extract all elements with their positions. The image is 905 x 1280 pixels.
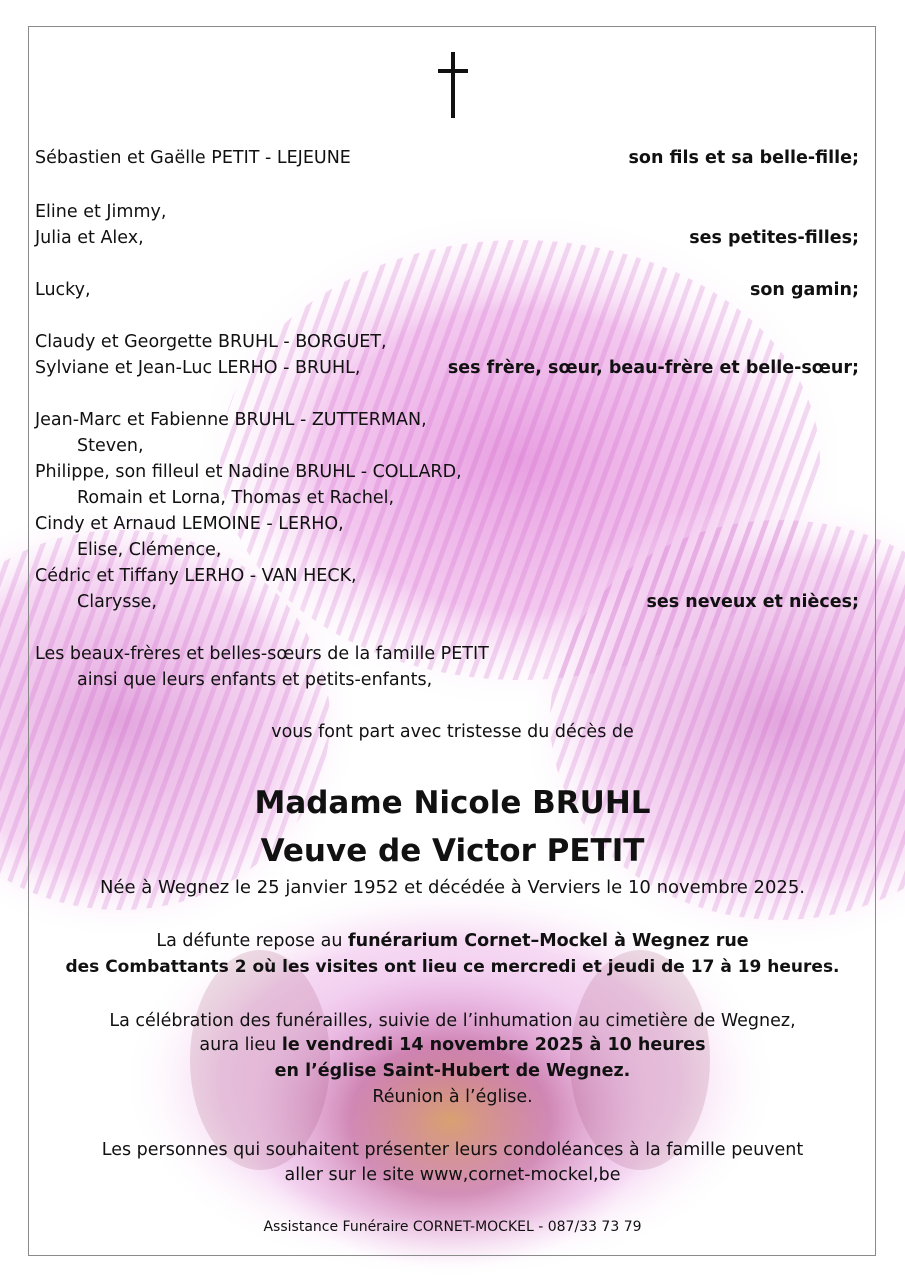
funeral-line-2 — [30, 1034, 875, 1056]
latin-cross-icon — [436, 52, 470, 118]
family-name-line: Philippe, son filleul et Nadine BRUHL - COLLARD, — [35, 462, 462, 482]
family-name-line: Cindy et Arnaud LEMOINE - LERHO, — [35, 514, 344, 534]
deceased-widow-of: Veuve de Victor PETIT — [260, 833, 645, 869]
deceased-dates: Née à Wegnez le 25 janvier 1952 et décédée à Verviers le 10 novembre 2025. — [99, 877, 806, 898]
funeral-line-1: La célébration des funérailles, suivie de l’inhumation au cimetière de Wegnez, — [109, 1011, 796, 1031]
family-name-line: Jean-Marc et Fabienne BRUHL - ZUTTERMAN, — [35, 410, 427, 430]
family-name-line: Steven, — [77, 436, 144, 456]
visitation-line-1 — [30, 930, 875, 952]
family-name-line: Julia et Alex, — [35, 228, 144, 248]
funeral-church: en l’église Saint-Hubert de Wegnez. — [274, 1061, 631, 1081]
funeral-prefix: aura lieu — [199, 1035, 282, 1055]
family-name-line: Clarysse, — [77, 592, 157, 612]
family-name-line: Cédric et Tiffany LERHO - VAN HECK, — [35, 566, 357, 586]
family-name-line: Elise, Clémence, — [77, 540, 222, 560]
funerarium-place: funérarium Cornet–Mockel à Wegnez rue — [348, 931, 749, 951]
family-relation: ses frère, sœur, beau-frère et belle-sœur; — [447, 358, 859, 378]
family-name-line: Romain et Lorna, Thomas et Rachel, — [77, 488, 395, 508]
announcement-intro: vous font part avec tristesse du décès de — [271, 722, 634, 742]
family-relation: son fils et sa belle-fille; — [628, 148, 859, 168]
family-relation: son gamin; — [749, 280, 859, 300]
funeral-meeting: Réunion à l’église. — [372, 1087, 533, 1107]
funeral-home-footer: Assistance Funéraire CORNET-MOCKEL - 087/33 73 79 — [263, 1219, 642, 1235]
family-relation: ses neveux et nièces; — [646, 592, 859, 612]
family-relation: ses petites-filles; — [689, 228, 859, 248]
funeral-datetime: le vendredi 14 novembre 2025 à 10 heures — [281, 1035, 706, 1055]
condolences-website: aller sur le site www,cornet-mockel,be — [284, 1165, 621, 1185]
family-name-line: Eline et Jimmy, — [35, 202, 167, 222]
family-name-line: Sébastien et Gaëlle PETIT - LEJEUNE — [35, 148, 351, 168]
family-name-line: ainsi que leurs enfants et petits-enfants, — [77, 670, 433, 690]
family-name-line: Les beaux-frères et belles-sœurs de la famille PETIT — [35, 644, 489, 664]
deceased-name: Madame Nicole BRUHL — [254, 785, 651, 821]
family-name-line: Lucky, — [35, 280, 91, 300]
visitation-prefix: La défunte repose au — [156, 931, 348, 951]
visitation-line-2: des Combattants 2 où les visites ont lieu ce mercredi et jeudi de 17 à 19 heures. — [65, 957, 840, 977]
family-name-line: Claudy et Georgette BRUHL - BORGUET, — [35, 332, 387, 352]
family-name-line: Sylviane et Jean-Luc LERHO - BRUHL, — [35, 358, 361, 378]
condolences-line-1: Les personnes qui souhaitent présenter leurs condoléances à la famille peuvent — [101, 1140, 804, 1160]
